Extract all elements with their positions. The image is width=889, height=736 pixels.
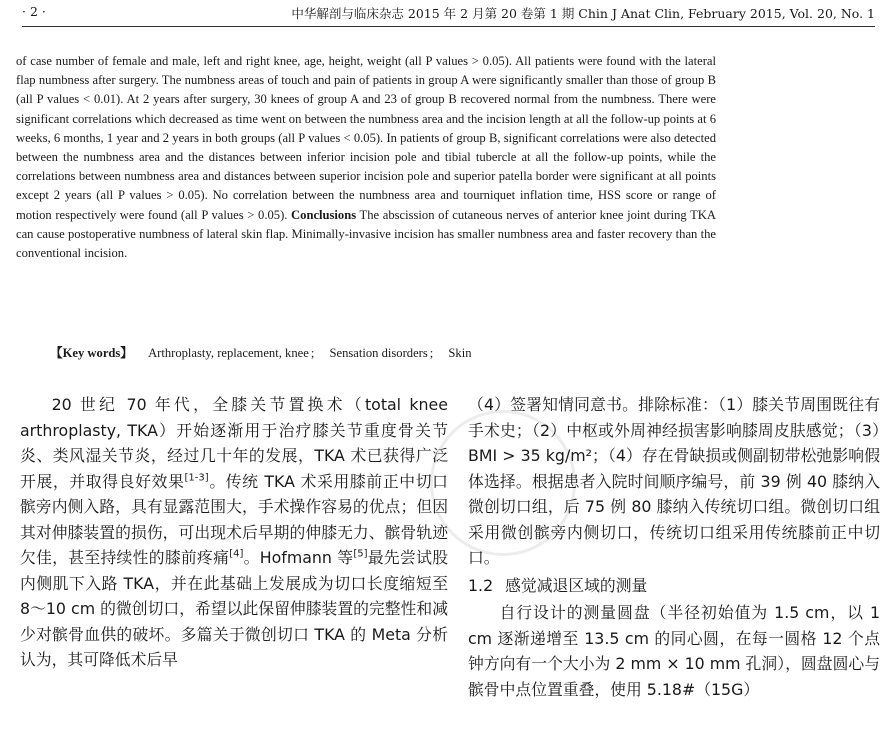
keywords-label: 【Key words】 (50, 346, 133, 360)
intro-paragraph: 20 世纪 70 年代，全膝关节置换术（total knee arthroplasty, TKA）开始逐渐用于治疗膝关节重度骨关节炎、类风湿关节炎，经过几十年的发展，TKA 术已获得广泛开展，并取得良好效果[1-3]。传统 TKA 术采用膝前正中切口髌旁内侧入路，具有显露范围大，手术操作容易的优点；但因其对伸膝装置的损伤，可出现术后早期的伸膝无力、髌骨轨迹欠佳，甚至持续性的膝前疼痛[4]。Hofmann 等[5]最先尝试股内侧肌下入路 TKA，并在此基础上发展成为切口长度缩短至 8～10 cm 的微创切口，希望以此保留伸膝装置的完整性和减少对髌骨血供的破坏。多篇关于微创切口 TKA 的 Meta 分析认为，其可降低术后早 (20, 395, 448, 669)
page-header (22, 0, 875, 27)
conclusions-label: Conclusions (291, 207, 357, 222)
keywords-line: 【Key words】 Arthroplasty, replacement, knee ; Sensation disorders ; Skin (50, 346, 472, 360)
method-paragraph: 自行设计的测量圆盘（半径初始值为 1.5 cm，以 1 cm 逐渐递增至 13.5 cm 的同心圆，在每一圆格 12 个点钟方向有一个大小为 2 mm × 10 mm 孔洞），圆盘圆心与髌骨中点位置重叠，使用 5.18#（15G） (468, 603, 880, 699)
reference-marker: [4] (229, 548, 244, 560)
left-column (20, 392, 448, 673)
keyword-item: Skin (448, 346, 472, 360)
reference-marker: [5] (353, 548, 368, 560)
section-title: 感觉减退区域的测量 (505, 575, 648, 595)
criteria-paragraph: （4）签署知情同意书。排除标准：（1）膝关节周围既往有手术史；（2）中枢或外周神经损害影响膝周皮肤感觉；（3）BMI > 35 kg/m²；（4）存在骨缺损或侧副韧带松弛影响假体选择。根据患者入院时间顺序编号，前 39 例 40 膝纳入微创切口组，后 75 例 80 膝纳入传统切口组。微创切口组采用微创髌旁内侧切口，传统切口组采用传统膝前正中切口。 (468, 395, 880, 567)
keyword-item: Sensation disorders (329, 346, 428, 360)
keyword-item: Arthroplasty, replacement, knee (148, 346, 309, 360)
reference-marker: [1-3] (184, 472, 209, 484)
journal-citation: 中华解剖与临床杂志 2015 年 2 月第 20 卷第 1 期 Chin J Anat Clin, February 2015, Vol. 20, No. 1 (291, 6, 875, 21)
right-column (468, 392, 880, 702)
section-heading (468, 573, 880, 599)
abstract-text (16, 52, 716, 263)
abstract-results: of case number of female and male, left and right knee, age, height, weight (all P values > 0.05). All patients were found with the lateral flap numbness after surgery. The numbness areas of touch and pain of patients in group A were significantly smaller than those of group B (all P values < 0.01). At 2 years after surgery, 30 knees of group A and 23 of group B recovered normal from the numbness. There were significant correlations which decreased as time went on between the numbness area and the incision length at all the follow-up points at 6 weeks, 6 months, 1 year and 2 years in both groups (all P values < 0.05). In patients of group B, significant correlations were also detected between the numbness area and the distances between inferior incision pole and tibial tubercle at all the follow-up points, while the correlations between numbness area and distances between superior incision pole and superior patella border were significant at all points except 2 years (all P values > 0.05). No correlation between the numbness area and tourniquet inflation time, HSS score or range of motion respectively were found (all P values > 0.05). (16, 54, 716, 222)
section-number: 1.2 (468, 575, 494, 595)
page-number: · 2 · (22, 4, 46, 19)
conclusions-text: The abscission of cutaneous nerves of anterior knee joint during TKA can cause postoperative numbness of lateral skin flap. Minimally-invasive incision has smaller numbness area and faster recovery than the conventional incision. (16, 207, 716, 261)
